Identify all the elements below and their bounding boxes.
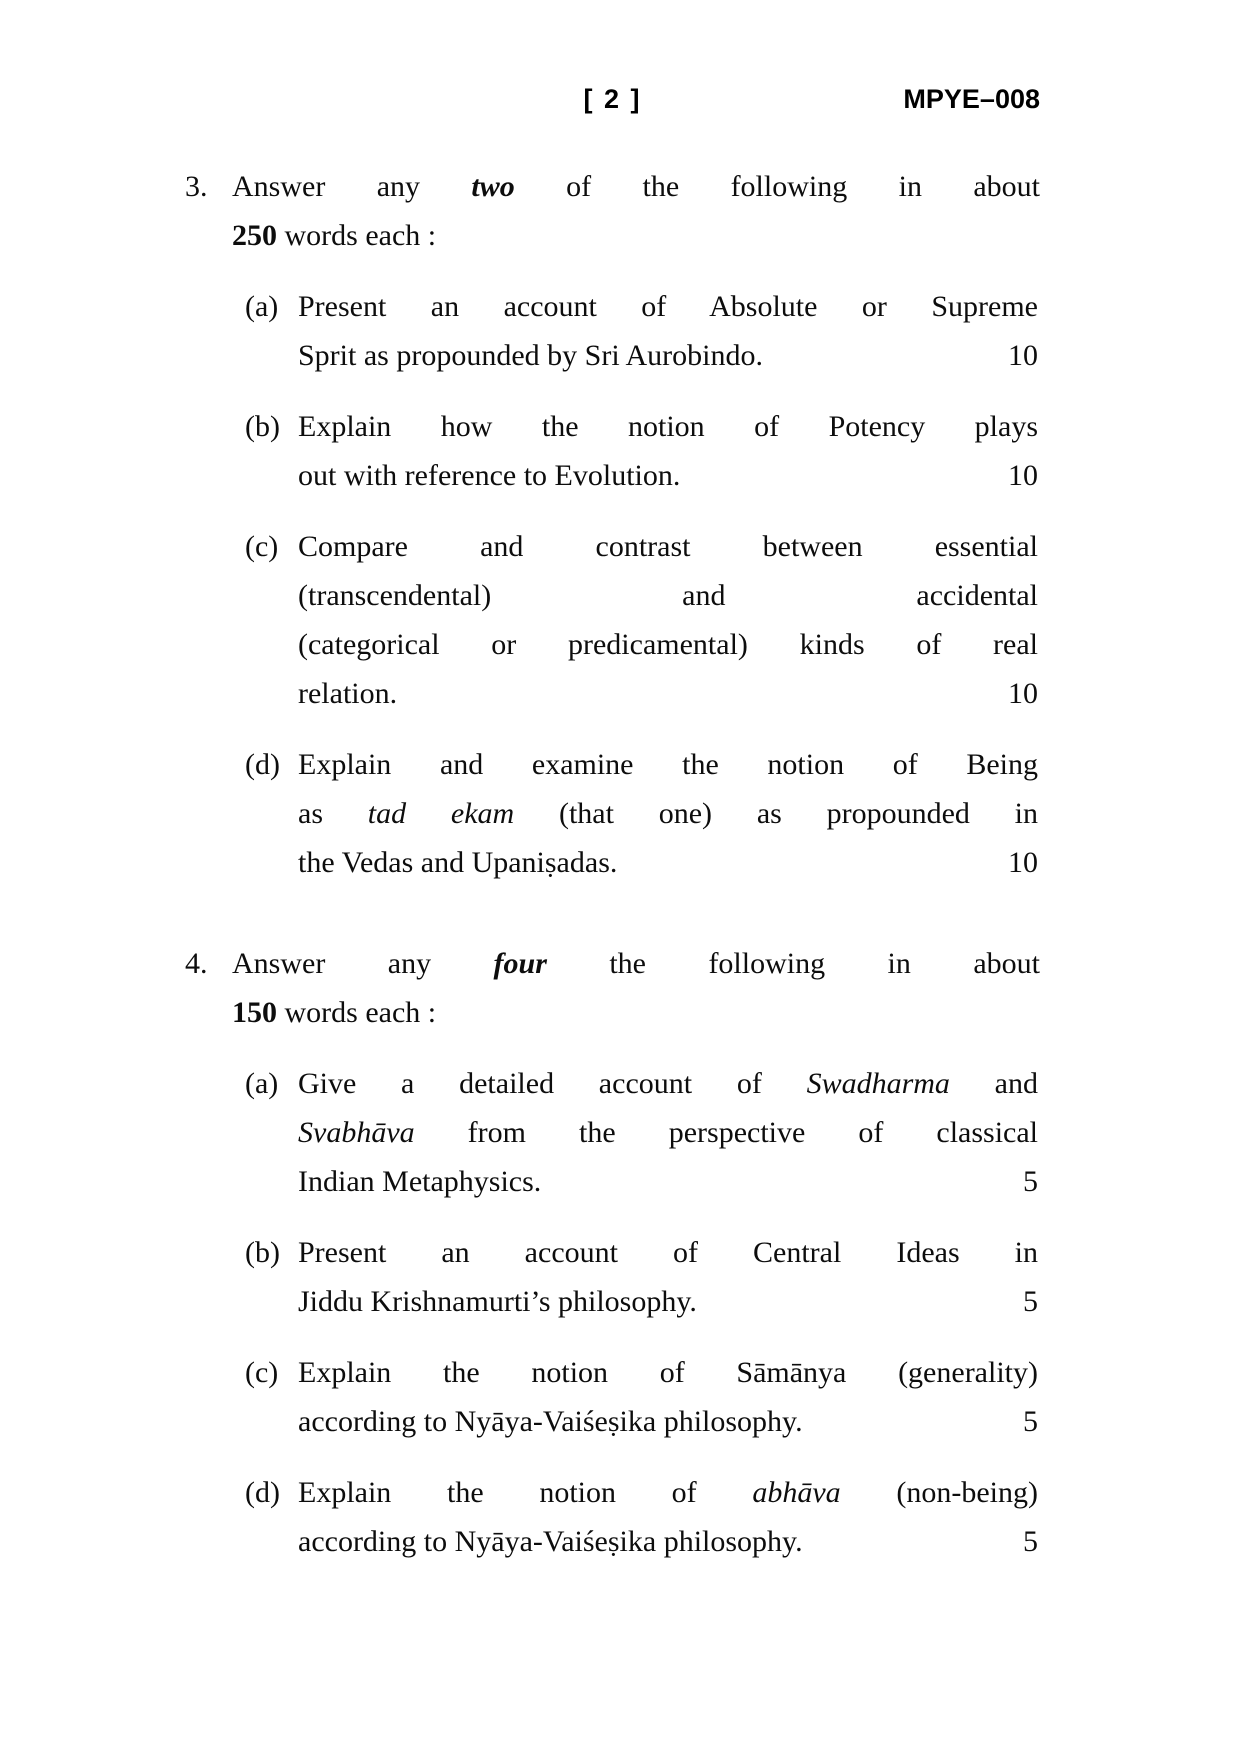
text-line: relation. 10 <box>298 669 1038 718</box>
question-part-b <box>245 1228 1040 1326</box>
text-line: Jiddu Krishnamurti’s philosophy. 5 <box>298 1277 1038 1326</box>
text-line: Explain the notion of abhāva (non-being) <box>298 1476 1038 1509</box>
question-intro <box>232 939 1040 1037</box>
text-line: Give a detailed account of Swadharma and <box>298 1067 1038 1100</box>
question-part-d <box>245 1468 1040 1566</box>
part-label: (c) <box>245 1356 279 1389</box>
marks-value: 5 <box>1023 1405 1038 1438</box>
text-line: Explain and examine the notion of Being <box>298 748 1038 781</box>
question-part-b <box>245 402 1040 500</box>
text-line: Indian Metaphysics. 5 <box>298 1157 1038 1206</box>
part-text <box>298 282 1038 380</box>
part-text <box>298 740 1038 887</box>
question-intro <box>232 162 1040 260</box>
question-number: 3. <box>185 170 208 203</box>
page-number: [ 2 ] <box>583 84 642 114</box>
question-4 <box>185 939 1040 1566</box>
part-text <box>298 1468 1038 1566</box>
course-code: MPYE–008 <box>903 84 1040 114</box>
text-line: according to Nyāya-Vaiśeṣika philosophy. 5 <box>298 1397 1038 1446</box>
text-line: Explain the notion of Sāmānya (generality) <box>298 1356 1038 1389</box>
text-line: Explain how the notion of Potency plays <box>298 410 1038 443</box>
part-label: (d) <box>245 1476 280 1509</box>
text-line: Compare and contrast between essential <box>298 530 1038 563</box>
question-part-a <box>245 282 1040 380</box>
page-content <box>185 82 1040 1566</box>
text-line: Sprit as propounded by Sri Aurobindo. 10 <box>298 331 1038 380</box>
marks-value: 10 <box>1008 459 1038 492</box>
part-text <box>298 1059 1038 1206</box>
page-header <box>185 82 1040 116</box>
marks-value: 5 <box>1023 1525 1038 1558</box>
intro-line: Answer any two of the following in about <box>232 170 1040 203</box>
marks-value: 5 <box>1023 1285 1038 1318</box>
marks-value: 10 <box>1008 677 1038 710</box>
question-4-head <box>185 939 1040 1037</box>
text-line: the Vedas and Upaniṣadas. 10 <box>298 838 1038 887</box>
part-label: (b) <box>245 1236 280 1269</box>
part-text <box>298 522 1038 718</box>
part-label: (c) <box>245 530 279 563</box>
marks-value: 10 <box>1008 339 1038 372</box>
marks-value: 5 <box>1023 1165 1038 1198</box>
part-label: (a) <box>245 1067 279 1100</box>
part-label: (d) <box>245 748 280 781</box>
text-line: Svabhāva from the perspective of classical <box>298 1116 1038 1149</box>
text-line: according to Nyāya-Vaiśeṣika philosophy. 5 <box>298 1517 1038 1566</box>
question-part-c <box>245 1348 1040 1446</box>
question-3-head <box>185 162 1040 260</box>
intro-line: 150 words each : <box>232 996 437 1029</box>
text-line: out with reference to Evolution. 10 <box>298 451 1038 500</box>
intro-line: Answer any four the following in about <box>232 947 1040 980</box>
marks-value: 10 <box>1008 846 1038 879</box>
intro-line: 250 words each : <box>232 219 437 252</box>
question-part-d <box>245 740 1040 887</box>
part-label: (a) <box>245 290 279 323</box>
part-text <box>298 1228 1038 1326</box>
text-line: (transcendental) and accidental <box>298 579 1038 612</box>
question-part-a <box>245 1059 1040 1206</box>
part-label: (b) <box>245 410 280 443</box>
part-text <box>298 402 1038 500</box>
text-line: Present an account of Central Ideas in <box>298 1236 1038 1269</box>
part-text <box>298 1348 1038 1446</box>
text-line: as tad ekam (that one) as propounded in <box>298 797 1038 830</box>
question-3 <box>185 162 1040 887</box>
question-number: 4. <box>185 947 208 980</box>
question-part-c <box>245 522 1040 718</box>
text-line: (categorical or predicamental) kinds of real <box>298 628 1038 661</box>
text-line: Present an account of Absolute or Supreme <box>298 290 1038 323</box>
